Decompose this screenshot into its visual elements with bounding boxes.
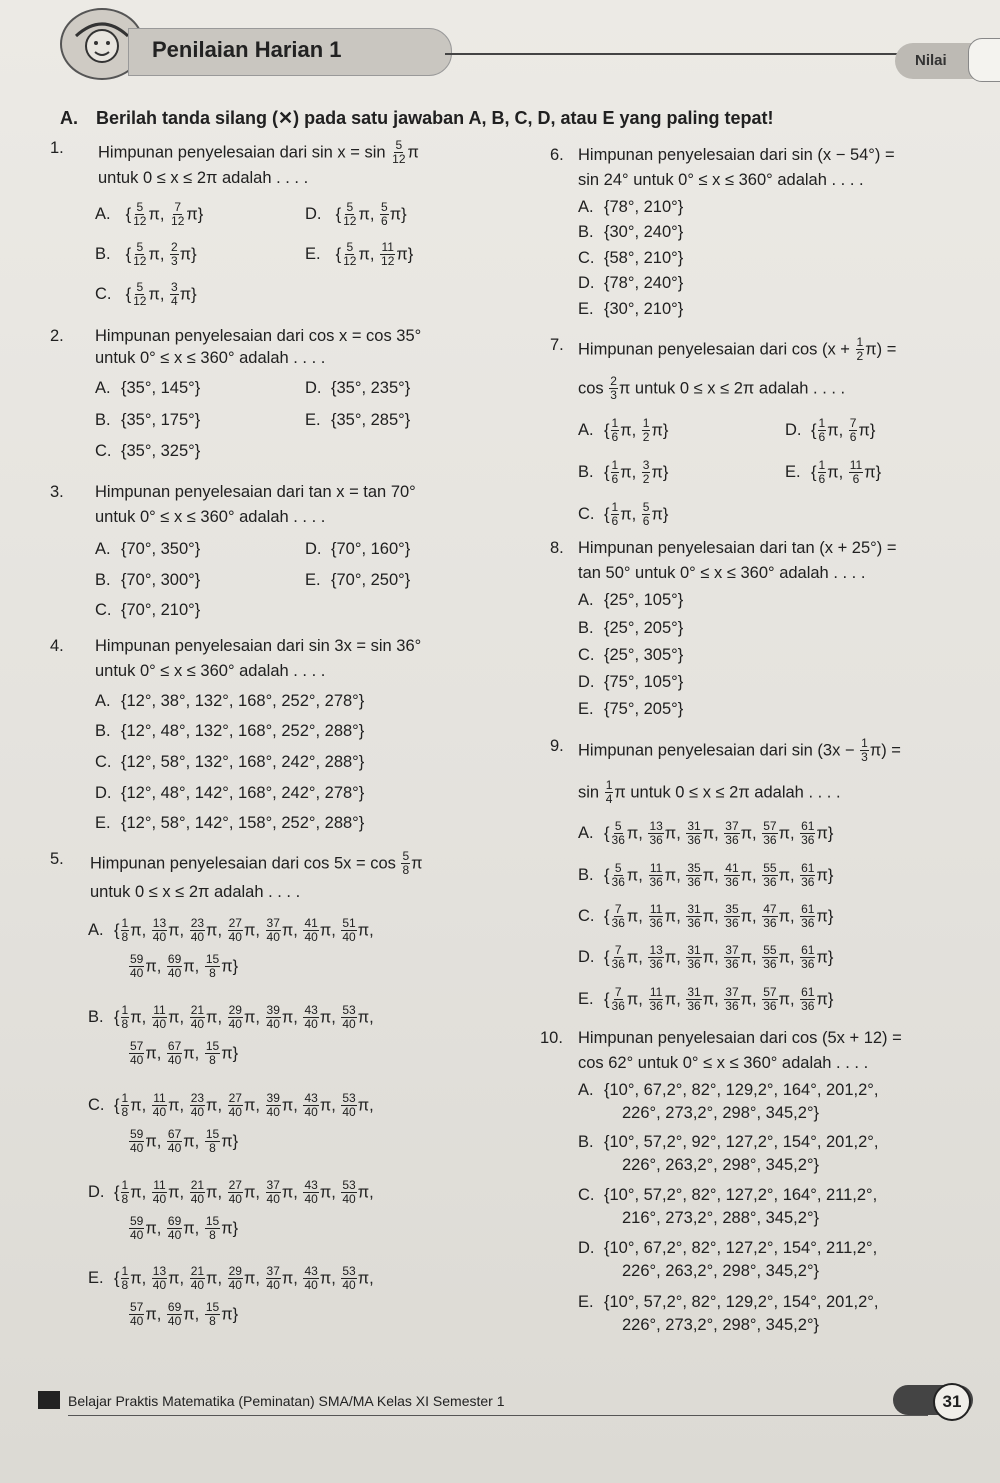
score-label: Nilai <box>915 52 947 69</box>
option-d[interactable]: D. {75°, 105°} <box>578 673 684 691</box>
page-title: Penilaian Harian 1 <box>152 37 342 62</box>
question-stem: Himpunan penyelesaian dari sin 3x = sin 36° <box>95 637 422 655</box>
question-stem: Himpunan penyelesaian dari sin (3x − <box>578 741 855 760</box>
option-a[interactable]: A. { $\frac{1}{6}$ π, $\frac{1}{2}$ π} <box>578 416 669 444</box>
question-stem-2: untuk 0 ≤ x ≤ 2π adalah . . . . <box>90 883 301 901</box>
option-letter: C. <box>95 285 112 304</box>
option-b[interactable]: B. { $\frac{5}{12}$ π, $\frac{2}{3}$ π} <box>95 240 197 268</box>
option-c[interactable]: C. {12°, 58°, 132°, 168°, 242°, 288°} <box>95 753 365 771</box>
mascot-icon <box>70 18 134 70</box>
question-stem-2: sin <box>578 783 600 802</box>
option-c[interactable]: C. { $\frac{7}{36}$ π, $\frac{11}{36}$ π, $\frac{31}{36}$ π, $\frac{35}{36}$ π, $\frac{47}{36}$ π, $\frac{61}{36}$ π} <box>578 902 834 930</box>
option-e[interactable]: E. { $\frac{1}{8}$ π, $\frac{13}{40}$ π, $\frac{21}{40}$ π, $\frac{29}{40}$ π, $\frac{37}{40}$ π, $\frac{43}{40}$ π, $\frac{53}{40}$ π, $\frac{57}{40}$ π, $\frac{69}{40}$ π, $\frac{15}{8}$ π} <box>88 1264 374 1328</box>
question-3 <box>50 484 515 624</box>
question-stem: Himpunan penyelesaian dari cos (x + <box>578 340 850 359</box>
question-7: 7. Himpunan penyelesaian dari cos (x + $\frac{1}{2}$ π) = cos $\frac{2}{3}$ π untuk 0 ≤ x ≤ 2π adalah . . . . A. { $\frac{1}{6}$ π, $\frac{1}{2}$ π} B. { $\frac{1}{6}$ π, $\frac{3}{2}$ π} C. { $\frac{1}{6}$ π, $\frac{5}{6}$ π} D. { $\frac{1}{6}$ π, $\frac{7}{6}$ π} E. { $\frac{1}{6}$ π, $\frac{11}{6}$ π} <box>550 335 897 528</box>
question-stem: Himpunan penyelesaian dari sin x = sin <box>98 143 386 162</box>
question-number: 2. <box>50 327 64 345</box>
page-number: 31 <box>933 1383 971 1421</box>
option-d[interactable]: D. {10°, 67,2°, 82°, 127,2°, 154°, 211,2°, 226°, 263,2°, 298°, 345,2°} <box>578 1239 878 1280</box>
footer <box>38 1385 978 1425</box>
question-stem-2: untuk 0° ≤ x ≤ 360° adalah . . . . <box>95 662 326 680</box>
question-2 <box>50 328 515 468</box>
option-d[interactable]: D. {70°, 160°} <box>305 540 411 558</box>
numerator: 5 <box>395 138 403 152</box>
footer-text: Belajar Praktis Matematika (Peminatan) SMA/MA Kelas XI Semester 1 <box>68 1393 505 1409</box>
question-stem-2: untuk 0° ≤ x ≤ 360° adalah . . . . <box>95 349 326 367</box>
option-letter: E. <box>305 245 321 264</box>
option-b[interactable]: B. {70°, 300°} <box>95 571 201 589</box>
option-e[interactable]: E. {35°, 285°} <box>305 411 411 429</box>
option-b[interactable]: B. {30°, 240°} <box>578 223 684 241</box>
fraction: $\frac{5}{8}$ <box>402 849 410 877</box>
option-b[interactable]: B. { $\frac{1}{8}$ π, $\frac{11}{40}$ π, $\frac{21}{40}$ π, $\frac{29}{40}$ π, $\frac{39}{40}$ π, $\frac{43}{40}$ π, $\frac{53}{40}$ π, $\frac{57}{40}$ π, $\frac{67}{40}$ π, $\frac{15}{8}$ π} <box>88 1003 374 1067</box>
question-stem: Himpunan penyelesaian dari tan x = tan 70° <box>95 483 416 501</box>
fraction <box>391 139 406 165</box>
question-stem-2: untuk 0 ≤ x ≤ 2π adalah . . . . <box>98 169 309 187</box>
option-d[interactable]: D. {78°, 240°} <box>578 274 684 292</box>
question-stem: Himpunan penyelesaian dari tan (x + 25°) = <box>578 539 897 557</box>
question-4 <box>50 638 515 838</box>
option-a[interactable]: A. {78°, 210°} <box>578 198 684 216</box>
option-c[interactable]: C. {10°, 57,2°, 82°, 127,2°, 164°, 211,2°, 216°, 273,2°, 288°, 345,2°} <box>578 1186 878 1227</box>
section-instruction <box>60 108 774 129</box>
option-e[interactable]: E. { $\frac{5}{12}$ π, $\frac{11}{12}$ π} <box>305 240 414 268</box>
footer-rule <box>68 1415 928 1416</box>
question-number: 3. <box>50 483 64 501</box>
question-stem: Himpunan penyelesaian dari cos 5x = cos <box>90 854 396 873</box>
question-stem-2: tan 50° untuk 0° ≤ x ≤ 360° adalah . . . . <box>578 564 866 582</box>
brace-open: { <box>125 205 132 224</box>
option-a[interactable]: A. {12°, 38°, 132°, 168°, 252°, 278°} <box>95 692 365 710</box>
question-number: 5. <box>50 850 64 868</box>
option-c[interactable]: C. {25°, 305°} <box>578 646 684 664</box>
option-d[interactable]: D. {35°, 235°} <box>305 379 411 397</box>
option-e[interactable]: E. {75°, 205°} <box>578 700 684 718</box>
option-c[interactable]: C. { $\frac{1}{6}$ π, $\frac{5}{6}$ π} <box>578 500 669 528</box>
option-b[interactable]: B. {10°, 57,2°, 92°, 127,2°, 154°, 201,2°, 226°, 263,2°, 298°, 345,2°} <box>578 1133 879 1174</box>
option-e[interactable]: E. {70°, 250°} <box>305 571 411 589</box>
option-d[interactable]: D. { $\frac{5}{12}$ π, $\frac{5}{6}$ π} <box>305 200 407 228</box>
denominator: 12 <box>392 151 406 166</box>
question-9: 9. Himpunan penyelesaian dari sin (3x − $\frac{1}{3}$ π) = sin $\frac{1}{4}$ π untuk 0 ≤ x ≤ 2π adalah . . . . A. { $\frac{5}{36}$ π, $\frac{13}{36}$ π, $\frac{31}{36}$ π, $\frac{37}{36}$ π, $\frac{57}{36}$ π, $\frac{61}{36}$ π} B. { $\frac{5}{36}$ π, $\frac{11}{36}$ π, $\frac{35}{36}$ π, $\frac{41}{36}$ π, $\frac{55}{36}$ π, $\frac{61}{36}$ π} C. { $\frac{7}{36}$ π, $\frac{11}{36}$ π, $\frac{31}{36}$ π, $\frac{35}{36}$ π, $\frac{47}{36}$ π, $\frac{61}{36}$ π} D. { $\frac{7}{36}$ π, $\frac{13}{36}$ π, $\frac{31}{36}$ π, $\frac{37}{36}$ π, $\frac{55}{36}$ π, $\frac{61}{36}$ π} E. { $\frac{7}{36}$ π, $\frac{11}{36}$ π, $\frac{31}{36}$ π, $\frac{37}{36}$ π, $\frac{57}{36}$ π, $\frac{61}{36}$ π} <box>550 736 901 1013</box>
option-a[interactable]: A. {35°, 145°} <box>95 379 201 397</box>
option-c[interactable]: C. { $\frac{1}{8}$ π, $\frac{11}{40}$ π, $\frac{23}{40}$ π, $\frac{27}{40}$ π, $\frac{39}{40}$ π, $\frac{43}{40}$ π, $\frac{53}{40}$ π, $\frac{59}{40}$ π, $\frac{67}{40}$ π, $\frac{15}{8}$ π} <box>88 1091 374 1155</box>
question-number: 1. <box>50 139 64 157</box>
option-b[interactable]: B. { $\frac{1}{6}$ π, $\frac{3}{2}$ π} <box>578 458 669 486</box>
header-banner <box>60 8 970 78</box>
question-1 <box>50 132 515 322</box>
option-e[interactable]: E. {12°, 58°, 142°, 158°, 252°, 288°} <box>95 814 365 832</box>
option-d[interactable]: D. { $\frac{1}{6}$ π, $\frac{7}{6}$ π} <box>785 416 876 444</box>
question-stem: Himpunan penyelesaian dari sin (x − 54°) = <box>578 146 895 164</box>
question-number: 7. <box>550 336 564 354</box>
question-5: 5. Himpunan penyelesaian dari cos 5x = cos $\frac{5}{8}$ π untuk 0 ≤ x ≤ 2π adalah . . . . A. { $\frac{1}{8}$ π, $\frac{13}{40}$ π, $\frac{23}{40}$ π, $\frac{27}{40}$ π, $\frac{37}{40}$ π, $\frac{41}{40}$ π, $\frac{51}{40}$ π, $\frac{59}{40}$ π, $\frac{69}{40}$ π, $\frac{15}{8}$ π} B. { $\frac{1}{8}$ π, $\frac{11}{40}$ π, $\frac{21}{40}$ π, $\frac{29}{40}$ π, $\frac{39}{40}$ π, $\frac{43}{40}$ π, $\frac{53}{40}$ π, $\frac{57}{40}$ π, $\frac{67}{40}$ π, $\frac{15}{8}$ π} C. { $\frac{1}{8}$ π, $\frac{11}{40}$ π, $\frac{23}{40}$ π, $\frac{27}{40}$ π, $\frac{39}{40}$ π, $\frac{43}{40}$ π, $\frac{53}{40}$ π, $\frac{59}{40}$ π, $\frac{67}{40}$ π, $\frac{15}{8}$ π} D. { $\frac{1}{8}$ π, $\frac{11}{40}$ π, $\frac{21}{40}$ π, $\frac{27}{40}$ π, $\frac{37}{40}$ π, $\frac{43}{40}$ π, $\frac{53}{40}$ π, $\frac{59}{40}$ π, $\frac{69}{40}$ π, $\frac{15}{8}$ π} E. { $\frac{1}{8}$ π, $\frac{13}{40}$ π, $\frac{21}{40}$ π, $\frac{29}{40}$ π, $\frac{37}{40}$ π, $\frac{43}{40}$ π, $\frac{53}{40}$ π, $\frac{57}{40}$ π, $\frac{69}{40}$ π, $\frac{15}{8}$ π} <box>50 849 423 1328</box>
option-b[interactable]: B. {12°, 48°, 132°, 168°, 252°, 288°} <box>95 722 365 740</box>
option-b[interactable]: B. {25°, 205°} <box>578 619 684 637</box>
option-a[interactable]: A. {70°, 350°} <box>95 540 201 558</box>
footer-mark-icon <box>38 1391 60 1409</box>
instruction-text: Berilah tanda silang (✕) pada satu jawaban A, B, C, D, atau E yang paling tepat! <box>96 108 774 128</box>
option-e[interactable]: E. {30°, 210°} <box>578 300 684 318</box>
option-d[interactable]: D. {12°, 48°, 142°, 168°, 242°, 278°} <box>95 784 365 802</box>
option-c[interactable]: C. {35°, 325°} <box>95 442 201 460</box>
question-number: 4. <box>50 637 64 655</box>
question-stem-2: untuk 0° ≤ x ≤ 360° adalah . . . . <box>95 508 326 526</box>
question-10 <box>540 1030 995 1350</box>
question-8 <box>540 540 995 720</box>
option-a[interactable]: A. {25°, 105°} <box>578 591 684 609</box>
option-letter: A. <box>95 205 111 224</box>
question-number: 8. <box>550 539 564 557</box>
option-e[interactable]: E. { $\frac{7}{36}$ π, $\frac{11}{36}$ π, $\frac{31}{36}$ π, $\frac{37}{36}$ π, $\frac{57}{36}$ π, $\frac{61}{36}$ π} <box>578 985 834 1013</box>
option-e[interactable]: E. { $\frac{1}{6}$ π, $\frac{11}{6}$ π} <box>785 458 882 486</box>
option-d[interactable]: D. { $\frac{7}{36}$ π, $\frac{13}{36}$ π, $\frac{31}{36}$ π, $\frac{37}{36}$ π, $\frac{55}{36}$ π, $\frac{61}{36}$ π} <box>578 943 834 971</box>
option-letter: B. <box>95 245 111 264</box>
question-stem-2: cos <box>578 379 604 398</box>
option-a[interactable]: A. { $\frac{5}{12}$ π, $\frac{7}{12}$ π} <box>95 200 204 228</box>
question-number: 10. <box>540 1029 563 1047</box>
option-b[interactable]: B. { $\frac{5}{36}$ π, $\frac{11}{36}$ π, $\frac{35}{36}$ π, $\frac{41}{36}$ π, $\frac{55}{36}$ π, $\frac{61}{36}$ π} <box>578 861 834 889</box>
pi-symbol: π <box>407 143 419 162</box>
question-stem-2: cos 62° untuk 0° ≤ x ≤ 360° adalah . . . . <box>578 1054 869 1072</box>
question-number: 6. <box>550 146 564 164</box>
header-rule <box>445 53 900 55</box>
option-d[interactable]: D. { $\frac{1}{8}$ π, $\frac{11}{40}$ π, $\frac{21}{40}$ π, $\frac{27}{40}$ π, $\frac{37}{40}$ π, $\frac{43}{40}$ π, $\frac{53}{40}$ π, $\frac{59}{40}$ π, $\frac{69}{40}$ π, $\frac{15}{8}$ π} <box>88 1178 374 1242</box>
option-a[interactable]: A. { $\frac{1}{8}$ π, $\frac{13}{40}$ π, $\frac{23}{40}$ π, $\frac{27}{40}$ π, $\frac{37}{40}$ π, $\frac{41}{40}$ π, $\frac{51}{40}$ π, $\frac{59}{40}$ π, $\frac{69}{40}$ π, $\frac{15}{8}$ π} <box>88 916 374 980</box>
option-letter: D. <box>305 205 322 224</box>
option-a[interactable]: A. {10°, 67,2°, 82°, 129,2°, 164°, 201,2°, 226°, 273,2°, 298°, 345,2°} <box>578 1081 879 1122</box>
option-a[interactable]: A. { $\frac{5}{36}$ π, $\frac{13}{36}$ π, $\frac{31}{36}$ π, $\frac{37}{36}$ π, $\frac{57}{36}$ π, $\frac{61}{36}$ π} <box>578 819 834 847</box>
question-stem-2: sin 24° untuk 0° ≤ x ≤ 360° adalah . . . . <box>578 171 864 189</box>
option-e[interactable]: E. {10°, 57,2°, 82°, 129,2°, 154°, 201,2°, 226°, 273,2°, 298°, 345,2°} <box>578 1293 879 1334</box>
question-stem: Himpunan penyelesaian dari cos (5x + 12) = <box>578 1029 902 1047</box>
option-c[interactable]: C. {70°, 210°} <box>95 601 201 619</box>
option-c[interactable]: C. { $\frac{5}{12}$ π, $\frac{3}{4}$ π} <box>95 280 197 308</box>
section-letter: A. <box>60 108 78 128</box>
question-6 <box>540 147 995 327</box>
option-c[interactable]: C. {58°, 210°} <box>578 249 684 267</box>
question-number: 9. <box>550 737 564 755</box>
question-stem: Himpunan penyelesaian dari cos x = cos 35° <box>95 327 422 345</box>
option-b[interactable]: B. {35°, 175°} <box>95 411 201 429</box>
score-box[interactable] <box>968 38 1000 82</box>
